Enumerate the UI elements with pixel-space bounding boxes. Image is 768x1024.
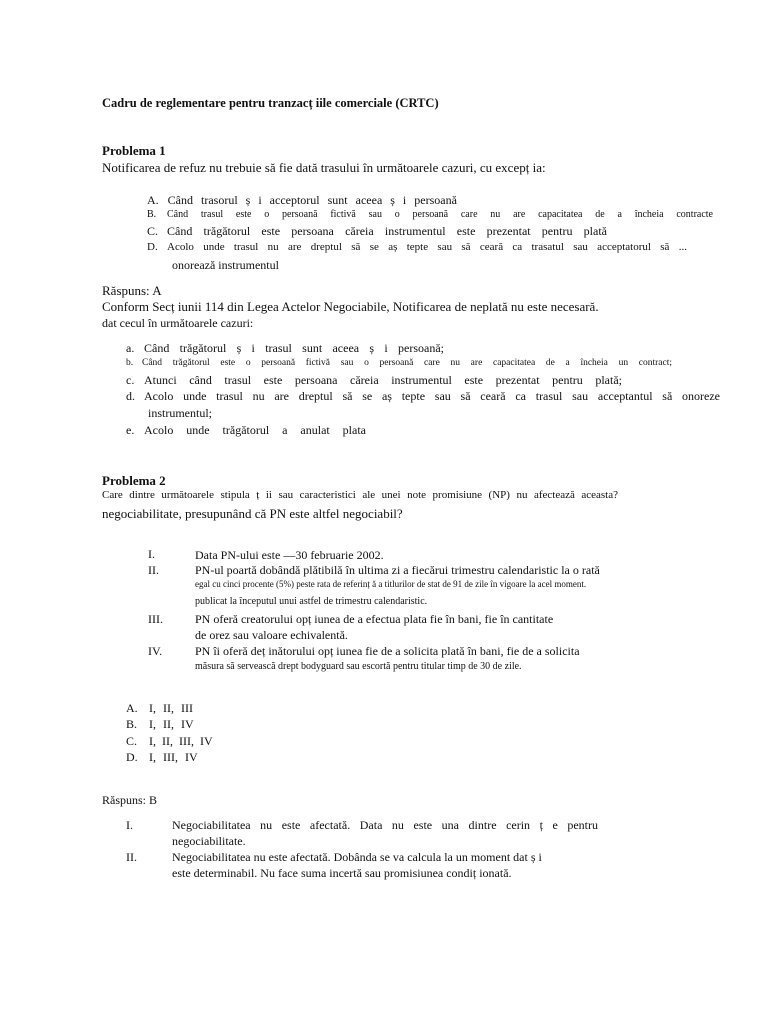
explanation-1-line-2: negociabilitate. [172, 834, 246, 848]
explanation-2-line-2: este determinabil. Nu face suma incertă sau promisiunea condiț ionată. [172, 866, 512, 880]
choice-label: D. [126, 750, 138, 764]
case-label: a. [126, 341, 135, 355]
case-text: Acolo unde trăgătorul a anulat plata [144, 423, 366, 437]
choice-label: A. [126, 701, 138, 715]
problem-1-heading: Problema 1 [102, 143, 166, 158]
item-4-line-1: PN îi oferă deț inătorului opț iunea fie de a solicita plată în bani, fie de a solicita [195, 644, 580, 658]
option-text: Acolo unde trasul nu are dreptul să se aș tepte sau să ceară ca trasatul sau acceptatorul să ... [167, 241, 687, 253]
case-label: c. [126, 373, 135, 387]
explanation-1-line-1: Negociabilitatea nu este afectată. Data nu este una dintre cerin ț e pentru [172, 818, 598, 832]
option-d [147, 241, 687, 253]
choice-b [126, 717, 194, 732]
case-text: Când trăgătorul este o persoană fictivă sau o persoană care nu are capacitatea de a încheia un contract; [142, 358, 672, 368]
option-b [147, 209, 713, 220]
case-text: Când trăgătorul ș i trasul sunt aceea ș i persoană; [144, 341, 444, 355]
problem-1-question: Notificarea de refuz nu trebuie să fie dată trasului în următoarele cazuri, cu excepț ia: [102, 160, 546, 175]
option-a [147, 193, 457, 208]
choice-label: B. [126, 717, 138, 731]
problem-1-explanation-line-1: Conform Secț iunii 114 din Legea Actelor Negociabile, Notificarea de neplată nu este necesară. [102, 299, 599, 314]
item-3-line-1: PN oferă creatorului opț iunea de a efectua plata fie în bani, fie în cantitate [195, 612, 554, 626]
case-d-continuation: instrumentul; [148, 406, 212, 420]
case-a [126, 341, 444, 356]
item-1-line-1: Data PN-ului este —30 februarie 2002. [195, 548, 384, 562]
case-e [126, 423, 366, 438]
document-title: Cadru de reglementare pentru tranzacț iile comerciale (CRTC) [102, 96, 439, 110]
explanation-2-label: II. [126, 850, 137, 864]
choice-text: I, II, III [149, 701, 193, 715]
choice-c [126, 734, 213, 749]
problem-1-explanation-line-2: dat cecul în următoarele cazuri: [102, 316, 254, 330]
item-4-label: IV. [148, 644, 163, 658]
option-text: Când trăgătorul este persoana căreia instrumentul este prezentat pentru plată [167, 224, 607, 238]
option-c [147, 224, 607, 239]
option-text: Când trasul este o persoană fictivă sau o persoană care nu are capacitatea de a încheia contracte [167, 209, 713, 220]
choice-text: I, II, IV [149, 717, 194, 731]
problem-2-heading: Problema 2 [102, 473, 166, 488]
choice-d [126, 750, 198, 765]
item-2-line-2: egal cu cinci procente (5%) peste rata de referinț ă a titlurilor de stat de 91 de zile în vigoare la acel moment. [195, 579, 587, 589]
item-1-label: I. [148, 547, 155, 561]
problem-1-answer: Răspuns: A [102, 283, 162, 298]
choice-text: I, III, IV [149, 750, 198, 764]
case-label: e. [126, 423, 135, 437]
case-text: Atunci când trasul este persoana căreia instrumentul este prezentat pentru plată; [144, 373, 622, 387]
item-4-line-2: măsura să servească drept bodyguard sau escortă pentru titular timp de 30 de zile. [195, 661, 522, 672]
choice-label: C. [126, 734, 138, 748]
choice-a [126, 701, 193, 716]
problem-2-question-line-2: negociabilitate, presupunând că PN este altfel negociabil? [102, 506, 403, 521]
option-text: Când trasorul ș i acceptorul sunt aceea ș i persoană [167, 193, 457, 207]
option-label: B. [147, 209, 157, 220]
case-c [126, 373, 622, 388]
item-2-label: II. [148, 563, 159, 577]
item-2-line-1: PN-ul poartă dobândă plătibilă în ultima zi a fiecărui trimestru calendaristic la o rată [195, 563, 600, 577]
case-b [126, 358, 672, 368]
problem-2-answer: Răspuns: B [102, 793, 158, 807]
option-label: C. [147, 224, 159, 238]
item-3-line-2: de orez sau valoare echivalentă. [195, 628, 348, 642]
option-label: D. [147, 241, 158, 253]
choice-text: I, II, III, IV [149, 734, 213, 748]
case-text: Acolo unde trasul nu are dreptul să se aș tepte sau să ceară ca trasul sau acceptantul să onoreze [144, 389, 720, 403]
case-d [126, 389, 720, 404]
option-d-continuation: onorează instrumentul [172, 258, 279, 272]
case-label: d. [126, 389, 135, 403]
problem-2-question-line-1: Care dintre următoarele stipula ț ii sau caracteristici ale unei note promisiune (NP) nu afectează aceasta? [102, 489, 618, 501]
case-label: b. [126, 358, 134, 368]
item-2-line-3: publicat la începutul unui astfel de trimestru calendaristic. [195, 596, 428, 607]
explanation-1-label: I. [126, 818, 133, 832]
item-3-label: III. [148, 612, 163, 626]
explanation-2-line-1: Negociabilitatea nu este afectată. Dobânda se va calcula la un moment dat ș i [172, 850, 542, 864]
option-label: A. [147, 193, 159, 207]
